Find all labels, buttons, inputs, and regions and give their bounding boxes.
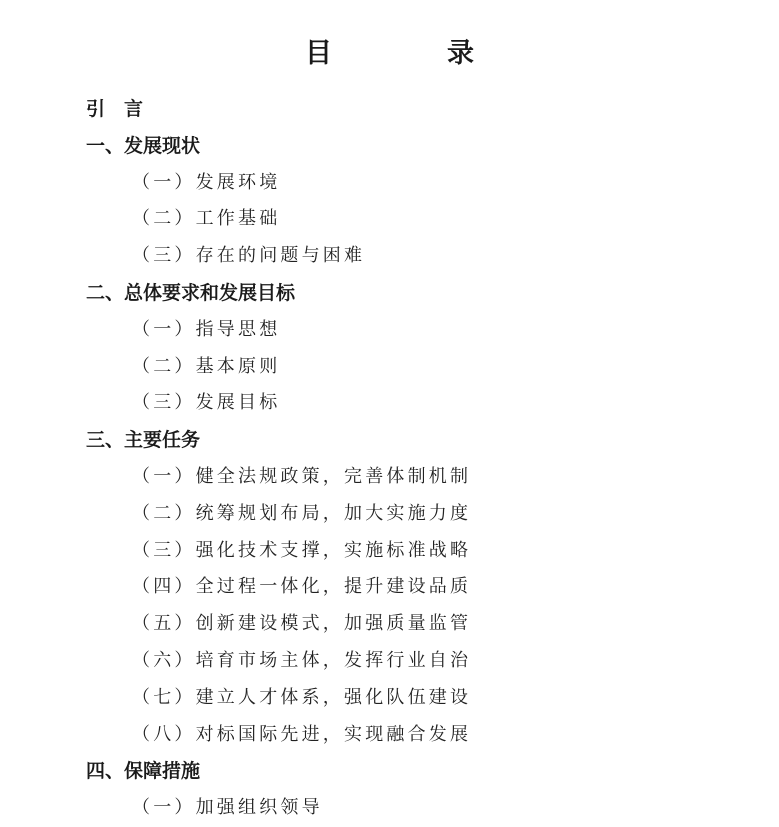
toc-subsection-3-8[interactable]: （八）对标国际先进，实现融合发展	[132, 723, 472, 745]
toc-subsection-2-2[interactable]: （二）基本原则	[132, 355, 281, 377]
toc-section-1[interactable]: 一、发展现状	[86, 134, 201, 157]
toc-subsection-3-5[interactable]: （五）创新建设模式，加强质量监管	[132, 613, 472, 635]
page-title: 目 录	[305, 38, 518, 70]
toc-section-3[interactable]: 三、主要任务	[86, 429, 201, 452]
toc-subsection-1-3[interactable]: （三）存在的问题与困难	[132, 245, 366, 267]
toc-section-2[interactable]: 二、总体要求和发展目标	[86, 281, 296, 304]
toc-section-4[interactable]: 四、保障措施	[86, 760, 201, 783]
table-of-contents	[0, 91, 779, 827]
toc-subsection-1-2[interactable]: （二）工作基础	[132, 208, 281, 230]
toc-subsection-3-2[interactable]: （二）统筹规划布局，加大实施力度	[132, 502, 472, 524]
toc-subsection-4-1[interactable]: （一）加强组织领导	[132, 797, 323, 819]
toc-subsection-1-1[interactable]: （一）发展环境	[132, 171, 281, 193]
toc-subsection-3-7[interactable]: （七）建立人才体系，强化队伍建设	[132, 686, 472, 708]
toc-subsection-3-4[interactable]: （四）全过程一体化，提升建设品质	[132, 576, 472, 598]
toc-subsection-2-3[interactable]: （三）发展目标	[132, 392, 281, 414]
toc-subsection-3-6[interactable]: （六）培育市场主体，发挥行业自治	[132, 649, 472, 671]
toc-subsection-3-1[interactable]: （一）健全法规政策，完善体制机制	[132, 465, 472, 487]
toc-subsection-3-3[interactable]: （三）强化技术支撑，实施标准战略	[132, 539, 472, 561]
toc-subsection-2-1[interactable]: （一）指导思想	[132, 318, 281, 340]
toc-section-intro[interactable]: 引 言	[86, 98, 144, 120]
